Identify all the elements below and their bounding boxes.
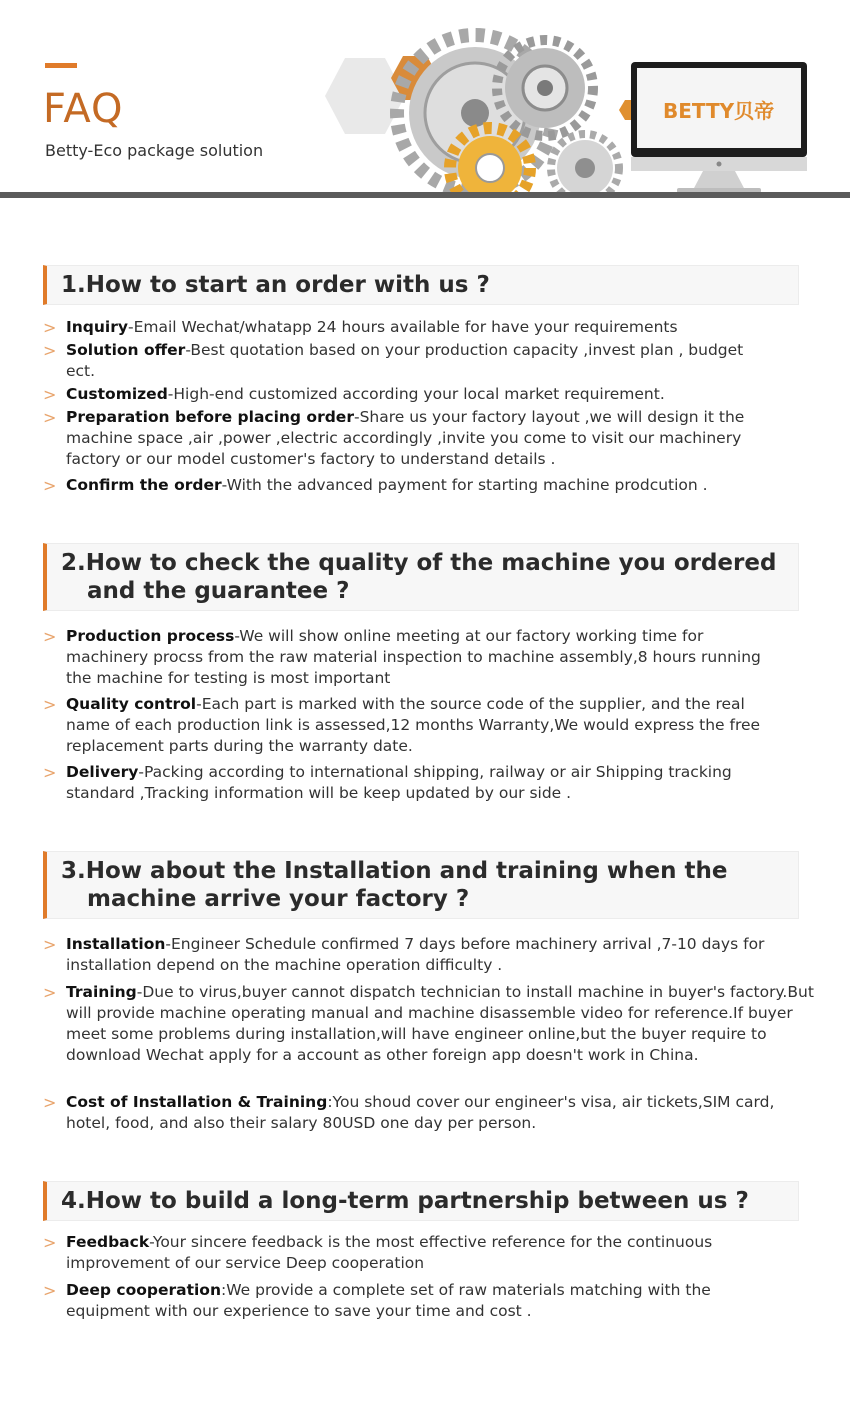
page-subtitle: Betty-Eco package solution (45, 141, 264, 160)
answer-key: Production process (66, 627, 235, 645)
question-text-continued: machine arrive your factory ? (87, 886, 470, 912)
page-title: FAQ (43, 86, 124, 132)
question-text: 1.How to start an order with us ? (61, 272, 490, 298)
answer-key: Deep cooperation (66, 1281, 221, 1299)
title-accent-bar (45, 63, 77, 68)
answer-text: Each part is marked with the source code of the supplier, and the real name of each production link is assessed,12 months Warranty,We would express the free replacement parts during the warranty date. (66, 695, 761, 755)
chevron-right-icon: > (43, 983, 57, 1002)
answer-text: Your sincere feedback is the most effective reference for the continuous improvement of our service Deep cooperation (66, 1233, 713, 1272)
monitor-icon (631, 62, 807, 193)
chevron-right-icon: > (43, 627, 57, 646)
answer-key: Confirm the order (66, 476, 222, 494)
question-heading (43, 265, 799, 305)
chevron-right-icon: > (43, 318, 57, 337)
answer-text: High-end customized according your local market requirement. (173, 385, 665, 403)
brand-logo: BETTY贝帝 (663, 99, 775, 123)
chevron-right-icon: > (43, 1233, 57, 1252)
answer-text: Best quotation based on your production capacity ,invest plan , budget ect. (66, 341, 744, 380)
chevron-right-icon: > (43, 935, 57, 954)
question-heading (43, 543, 799, 611)
answer-key: Customized (66, 385, 168, 403)
question-text: 3.How about the Installation and training when the (61, 858, 728, 884)
question-text: 4.How to build a long-term partnership between us ? (61, 1188, 749, 1214)
answer-key: Training (66, 983, 137, 1001)
answer-key: Solution offer (66, 341, 186, 359)
answer-key: Inquiry (66, 318, 128, 336)
chevron-right-icon: > (43, 1281, 57, 1300)
question-heading (43, 1181, 799, 1221)
answer-key: Quality control (66, 695, 197, 713)
chevron-right-icon: > (43, 695, 57, 714)
chevron-right-icon: > (43, 385, 57, 404)
answer-key: Installation (66, 935, 166, 953)
header-divider (0, 192, 850, 198)
answer-text: Email Wechat/whatapp 24 hours available for have your requirements (133, 318, 678, 336)
gears-and-monitor-illustration (305, 18, 825, 194)
answer-text: You shoud cover our engineer's visa, air tickets,SIM card, hotel, food, and also their salary 80USD one day per person. (66, 1093, 775, 1132)
chevron-right-icon: > (43, 763, 57, 782)
question-heading (43, 851, 799, 919)
answer-key: Delivery (66, 763, 139, 781)
answer-key: Feedback (66, 1233, 150, 1251)
chevron-right-icon: > (43, 408, 57, 427)
page-header (0, 0, 850, 200)
chevron-right-icon: > (43, 341, 57, 360)
answer-key: Cost of Installation & Training (66, 1093, 328, 1111)
question-text-continued: and the guarantee ? (87, 578, 350, 604)
answer-text: Due to virus,buyer cannot dispatch technician to install machine in buyer's factory.But will provide machine operating manual and machine disassemble video for reference.If buyer meet some problems during installation,will have engineer online,but the buyer require to download Wechat apply for a account as other foreign app doesn't work in China. (66, 983, 814, 1064)
question-text: 2.How to check the quality of the machine you ordered (61, 550, 777, 576)
answer-text: Share us your factory layout ,we will design it the machine space ,air ,power ,electric accordingly ,invite you come to visit our machinery factory or our model customer's factory to understand details . (66, 408, 745, 468)
answer-key: Preparation before placing order (66, 408, 354, 426)
chevron-right-icon: > (43, 1093, 57, 1112)
answer-text: Engineer Schedule confirmed 7 days before machinery arrival ,7-10 days for installation depend on the machine operation difficulty . (66, 935, 765, 974)
answer-text: We provide a complete set of raw materials matching with the equipment with our experience to save your time and cost . (66, 1281, 711, 1320)
small-gear-icon (551, 134, 619, 194)
answer-text: We will show online meeting at our factory working time for machinery procss from the raw material inspection to machine assembly,8 hours running the machine for testing is most important (66, 627, 761, 687)
answer-text: With the advanced payment for starting machine prodcution . (226, 476, 708, 494)
answer-text: Packing according to international shipping, railway or air Shipping tracking standard ,Tracking information will be keep updated by our side . (66, 763, 732, 802)
chevron-right-icon: > (43, 476, 57, 495)
